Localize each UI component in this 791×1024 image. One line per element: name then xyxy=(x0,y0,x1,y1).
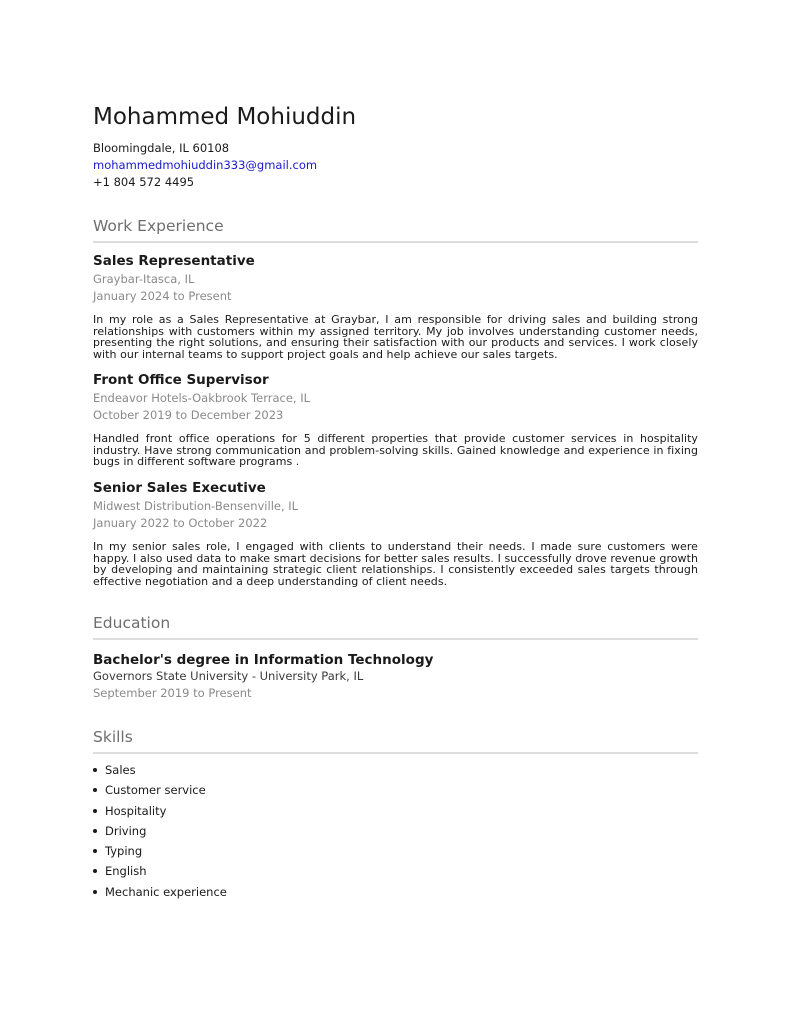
job-title: Front Office Supervisor xyxy=(93,372,269,388)
bullet-icon xyxy=(93,809,97,813)
skill-item xyxy=(93,863,227,883)
section-title-education: Education xyxy=(93,614,698,640)
skill-label: Hospitality xyxy=(105,803,167,818)
section-title-skills: Skills xyxy=(93,728,698,754)
job-company: Endeavor Hotels-Oakbrook Terrace, IL xyxy=(93,391,311,405)
candidate-name: Mohammed Mohiuddin xyxy=(93,104,357,130)
email-link[interactable]: mohammedmohiuddin333@gmail.com xyxy=(93,158,318,172)
skill-item xyxy=(93,803,227,823)
job-dates: January 2022 to October 2022 xyxy=(93,516,268,530)
job-company: Graybar-Itasca, IL xyxy=(93,272,195,286)
skill-label: Sales xyxy=(105,763,136,777)
degree-title: Bachelor's degree in Information Technology xyxy=(93,652,434,668)
skill-label: Driving xyxy=(105,823,147,838)
school-name: Governors State University - University Park, IL xyxy=(93,669,364,683)
job-description: Handled front office operations for 5 different properties that provide customer services in hospitality industry. Have strong communication and problem-solving skills. Gained knowledge and experience in fixing bugs in different software programs . xyxy=(93,432,698,468)
skill-item xyxy=(93,884,227,904)
job-dates: January 2024 to Present xyxy=(93,289,232,303)
skill-label: Customer service xyxy=(105,783,206,798)
job-description: In my senior sales role, I engaged with clients to understand their needs. I made sure customers were happy. I also used data to make smart decisions for better sales results. I successfully drove revenue growth by developing and maintaining strategic client relationships. I consistently exceeded sales targets through effective negotiation and a deep understanding of client needs. xyxy=(93,540,698,588)
skill-item xyxy=(93,762,227,782)
job-description: In my role as a Sales Representative at Graybar, I am responsible for driving sales and building strong relationships with customers within my assigned territory. My job involves understanding customer needs, presenting the right solutions, and ensuring their satisfaction with our products and services. I work closely with our internal teams to support project goals and help achieve our sales targets. xyxy=(93,313,698,361)
skill-item xyxy=(93,823,227,843)
skill-item xyxy=(93,843,227,863)
bullet-icon xyxy=(93,829,97,833)
education-dates: September 2019 to Present xyxy=(93,686,252,700)
bullet-icon xyxy=(93,768,97,772)
phone-number: +1 804 572 4495 xyxy=(93,175,195,189)
skill-label: Mechanic experience xyxy=(105,884,227,899)
section-title-work-experience: Work Experience xyxy=(93,217,698,243)
bullet-icon xyxy=(93,869,97,873)
bullet-icon xyxy=(93,890,97,894)
skill-label: Typing xyxy=(105,844,143,859)
bullet-icon xyxy=(93,788,97,792)
job-dates: October 2019 to December 2023 xyxy=(93,408,284,422)
skill-item xyxy=(93,782,227,802)
skill-label: English xyxy=(105,864,147,879)
job-title: Senior Sales Executive xyxy=(93,480,266,496)
job-title: Sales Representative xyxy=(93,253,255,269)
skills-list xyxy=(93,762,227,904)
job-company: Midwest Distribution-Bensenville, IL xyxy=(93,499,299,513)
address: Bloomingdale, IL 60108 xyxy=(93,141,230,155)
bullet-icon xyxy=(93,849,97,853)
